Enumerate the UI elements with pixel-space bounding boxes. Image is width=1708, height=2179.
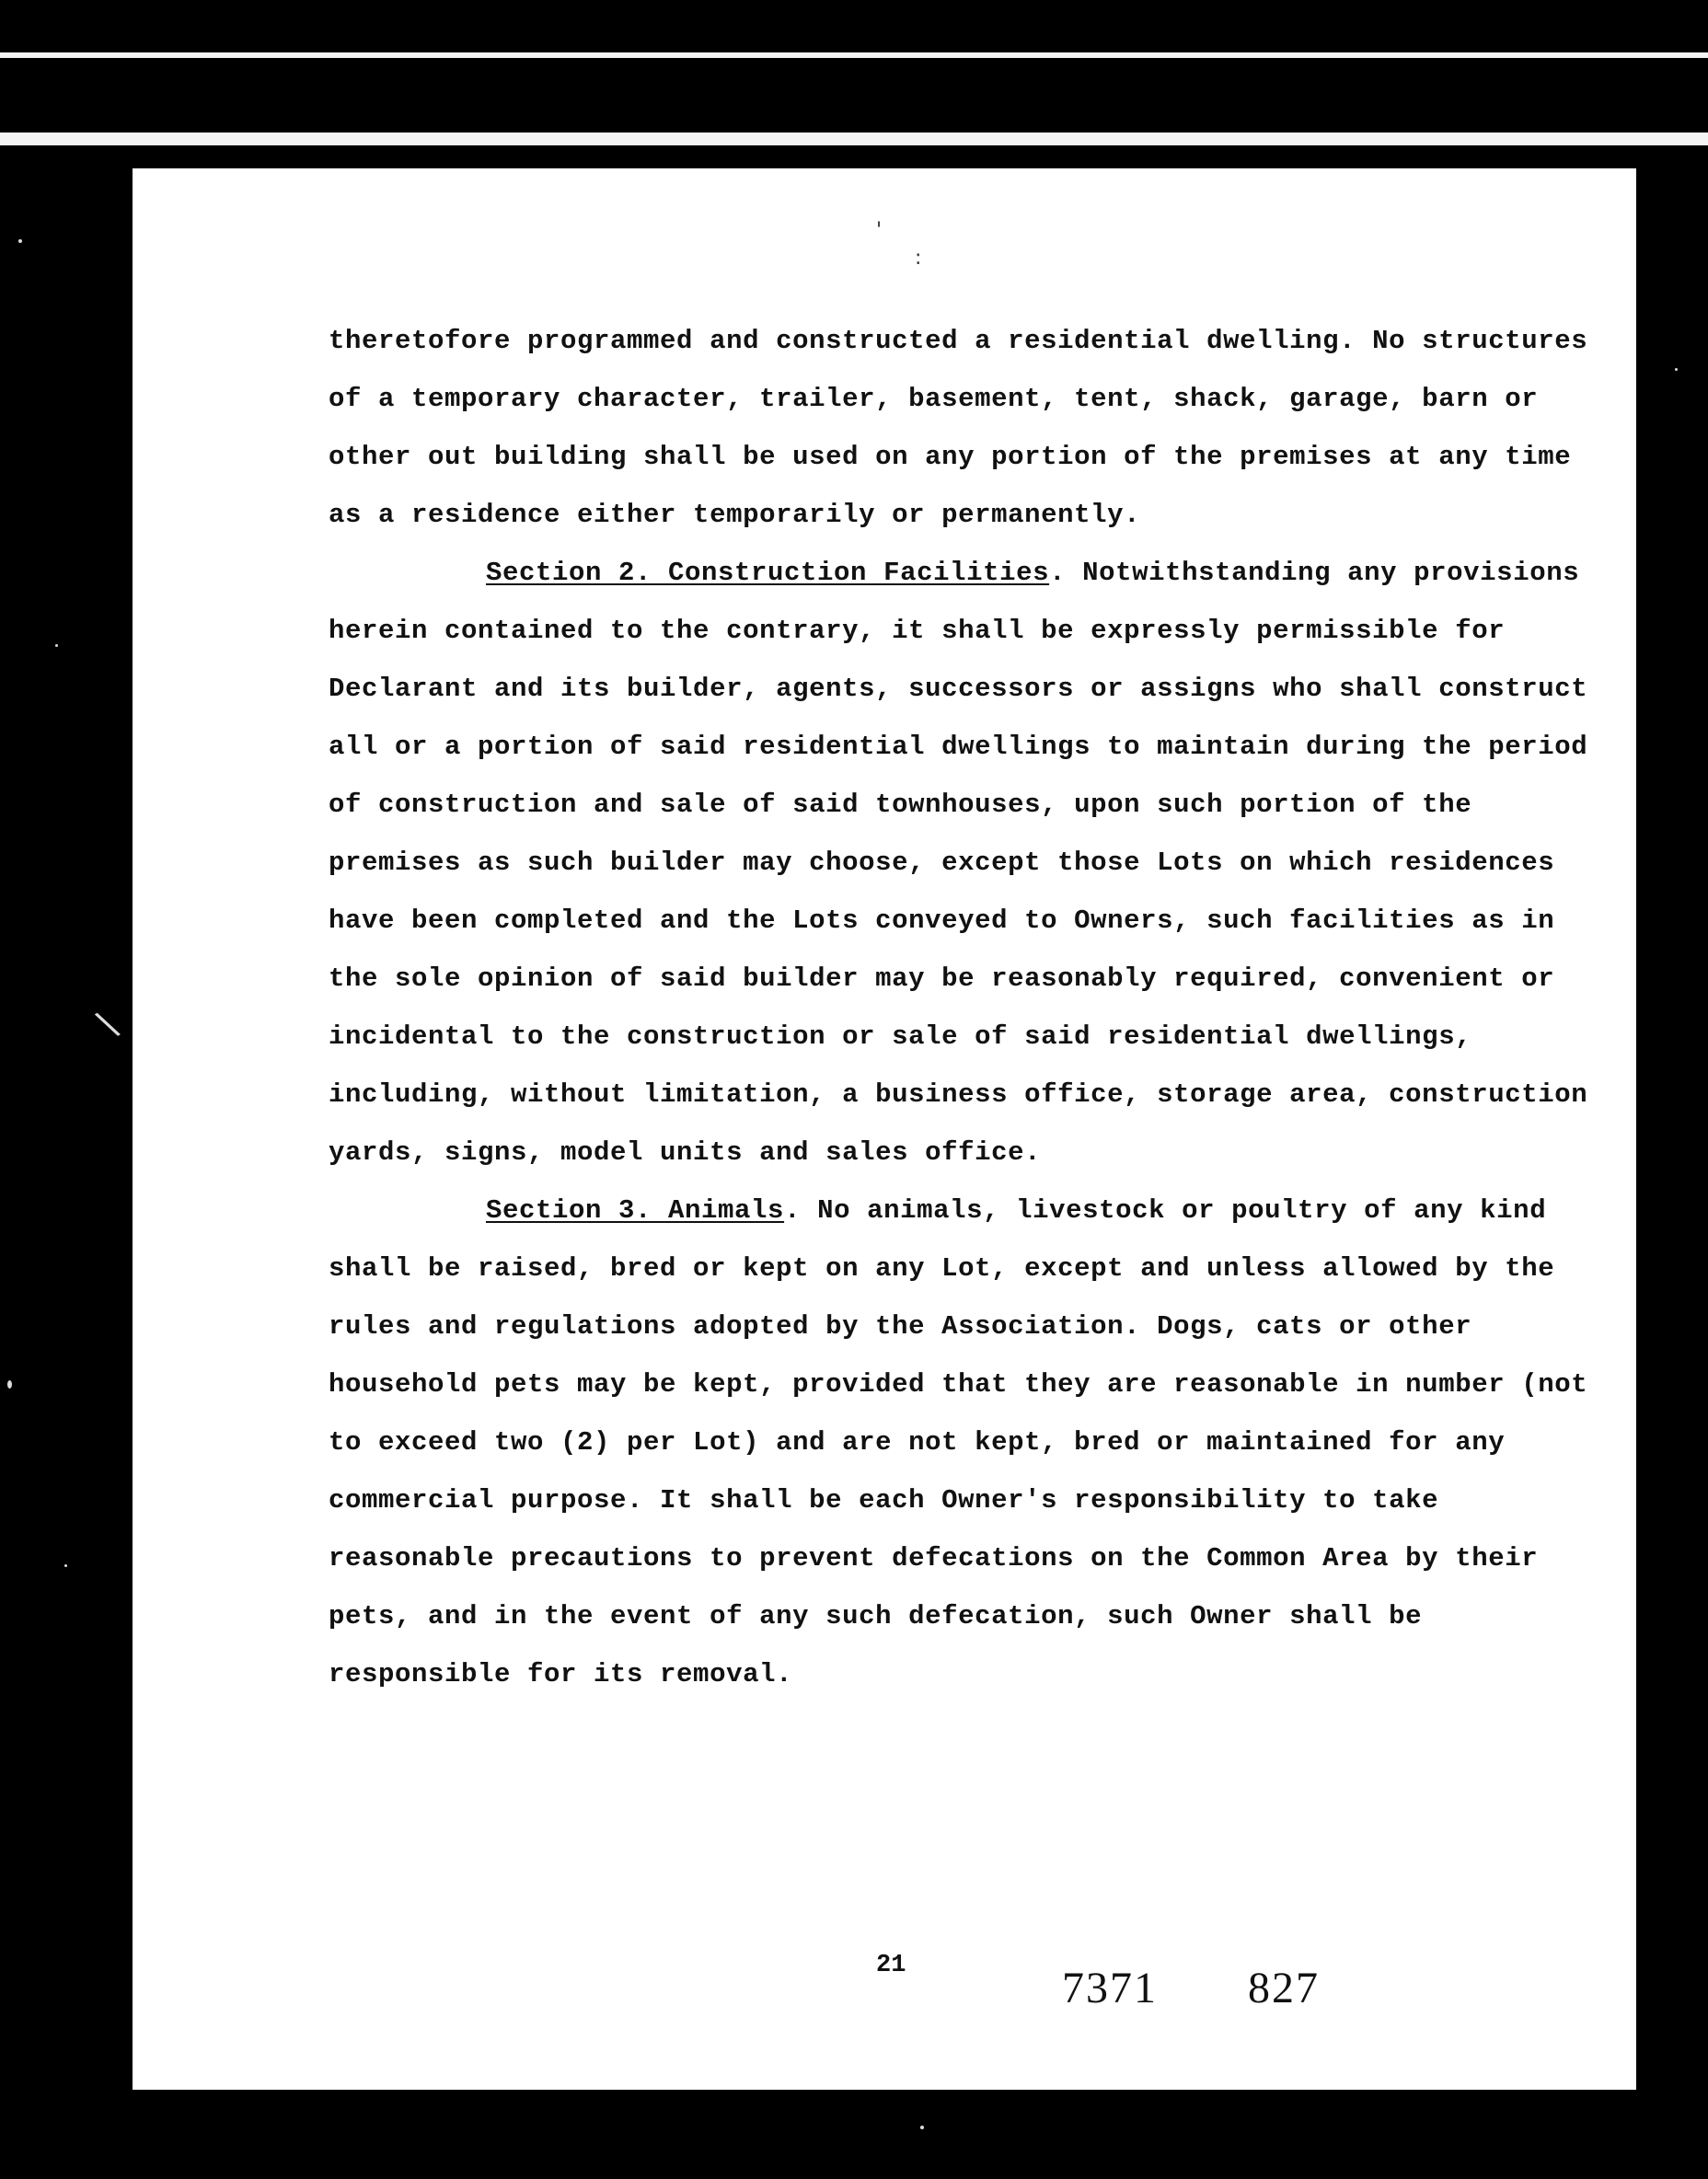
section-2-heading: Section 2. Construction Facilities [486,558,1050,588]
scan-speck [55,644,58,647]
scan-mark: : [915,247,922,270]
recording-stamp-book: 7371 [1062,1964,1158,2012]
scan-border-stripe-top [0,52,1708,58]
scan-speck [1675,368,1678,371]
scan-mark: \ [91,1002,124,1046]
scan-speck [18,239,22,243]
scan-speck [7,1380,12,1389]
paragraph-section-2 [329,544,1617,1182]
recording-stamp-page: 827 [1248,1964,1320,2012]
paragraph-text: . Notwithstanding any provisions herein contained to the contrary, it shall be expressly permissible for Declarant and its builder, agents, successors or assigns who shall construct all or a portion of said residential dwellings to maintain during the period of construction and sale of said townhouses, upon such portion of the premises as such builder may choose, except those Lots on which residences have been completed and the Lots conveyed to Owners, such facilities as in the sole opinion of said builder may be reasonably required, convenient or incidental to the construction or sale of said residential dwellings, including, without limitation, a business office, storage area, construction yards, signs, model units and sales office. [329,558,1588,1168]
paragraph-text: . No animals, livestock or poultry of any kind shall be raised, bred or kept on any Lot, except and unless allowed by the rules and regulations adopted by the Association. Dogs, cats or other household pets may be kept, provided that they are reasonable in number (not to exceed two (2) per Lot) and are not kept, bred or maintained for any commercial purpose. It shall be each Owner's responsibility to take reasonable precautions to prevent defecations on the Common Area by their pets, and in the event of any such defecation, such Owner shall be responsible for its removal. [329,1195,1588,1689]
paragraph-text: theretofore programmed and constructed a residential dwelling. No structures of a temporary character, trailer, basement, tent, shack, garage, barn or other out building shall be used on any portion of the premises at any time as a residence either temporarily or permanently. [329,326,1588,530]
scan-speck [64,1564,67,1567]
scan-speck [920,2126,924,2129]
page-number: 21 [876,1952,906,1979]
paragraph-continuation [329,312,1617,544]
paragraph-section-3 [329,1182,1617,1703]
scan-border-stripe-bottom [0,133,1708,145]
scan-mark: ' [876,219,883,242]
document-body [329,312,1617,1703]
document-page [133,168,1636,2090]
section-3-heading: Section 3. Animals [486,1195,785,1226]
